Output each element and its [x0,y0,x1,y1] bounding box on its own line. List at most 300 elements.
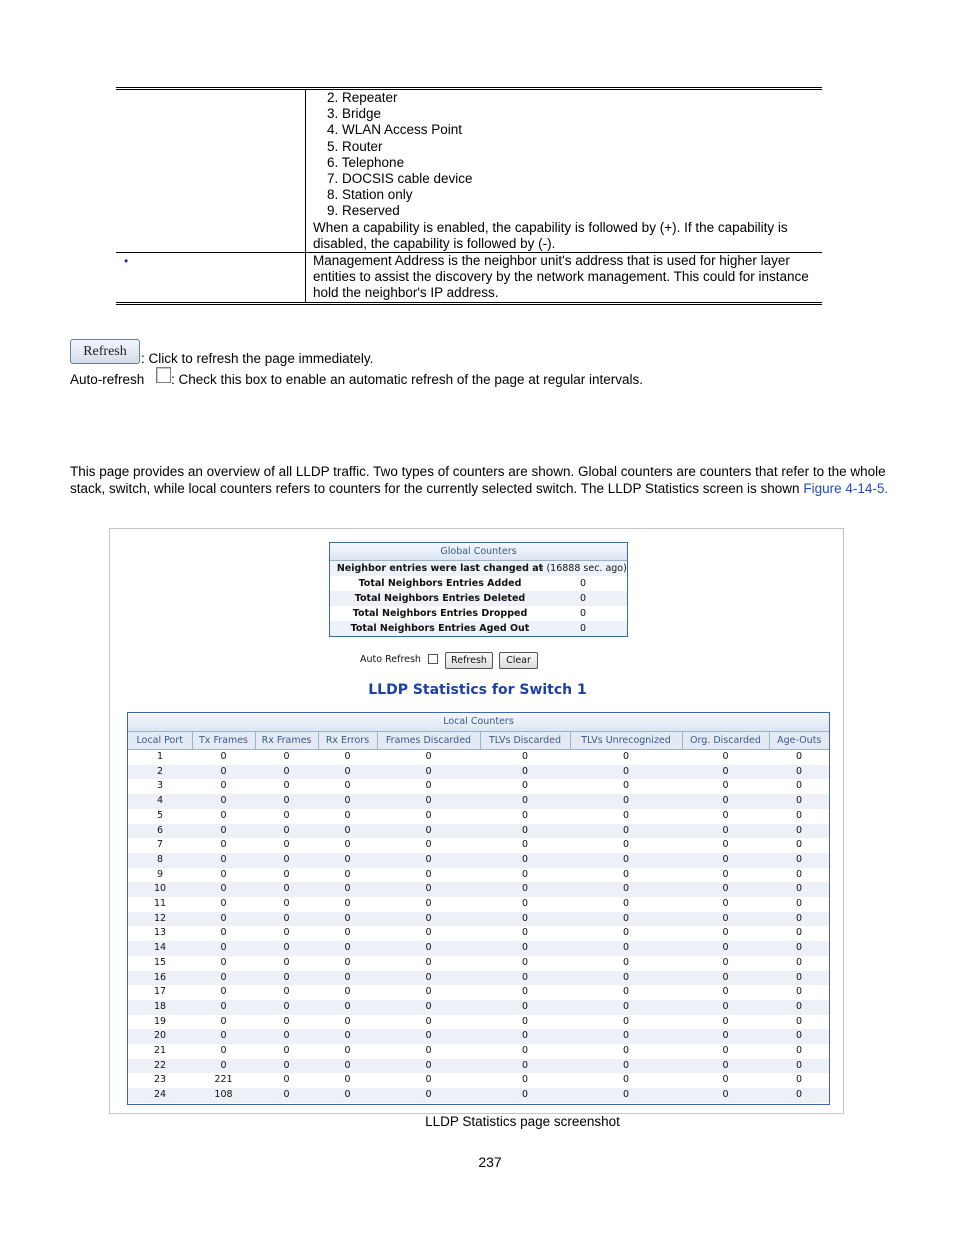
table-cell: 0 [769,1088,829,1103]
refresh-button-illustration: Refresh [70,339,140,364]
table-cell: 0 [220,956,227,968]
table-cell: 0 [521,927,529,939]
table-cell: 0 [255,882,318,897]
table-row [128,765,829,780]
global-counters-title: Global Counters [330,543,627,561]
table-cell: 22 [128,1059,192,1074]
table-cell: 0 [622,986,630,998]
capability-item: 5. Router [327,138,383,154]
global-counter-value: 0 [580,578,587,589]
table-cell: 0 [682,1088,769,1103]
global-counter-label: Total Neighbors Entries Dropped [352,608,528,619]
table-cell: 0 [769,824,829,839]
capability-item: 2. Repeater [327,90,398,105]
table-cell: 15 [153,956,167,968]
table-cell: 0 [682,1029,769,1044]
table-row [128,794,829,809]
lldp-statistics-title: LLDP Statistics for Switch 1 [368,682,587,698]
table-cell: 0 [377,824,480,839]
table-cell: 0 [318,971,377,986]
capability-item: 6. Telephone [327,154,405,170]
table-cell: 0 [377,765,480,780]
clear-button[interactable]: Clear [499,652,538,669]
parameter-table [116,87,822,305]
table-cell: 0 [682,765,769,780]
table-cell: 0 [377,971,480,986]
table-cell: 0 [255,941,318,956]
table-cell: 0 [682,794,769,809]
table-cell: 0 [283,1074,290,1086]
table-cell: 0 [795,956,803,968]
table-cell: 0 [795,839,803,851]
table-cell: 0 [377,1088,480,1103]
table-cell: 0 [425,927,432,939]
table-cell: 0 [344,986,351,998]
table-cell: 0 [283,839,290,851]
refresh-description: : Click to refresh the page immediately. [141,351,374,366]
table-cell: 0 [425,839,432,851]
table-cell: 0 [622,956,630,968]
table-cell: 0 [521,986,529,998]
global-counter-row [330,606,627,621]
table-cell: 0 [425,809,432,821]
table-cell: 0 [521,809,529,821]
table-cell: 0 [570,971,682,986]
table-cell: 0 [192,853,255,868]
table-cell: 0 [521,751,529,762]
auto-refresh-label-mini: Auto Refresh [360,654,421,665]
table-cell: 0 [682,1000,769,1015]
table-cell: 0 [769,912,829,927]
table-cell: 0 [722,809,729,821]
table-cell: 9 [156,868,164,880]
table-cell: 0 [722,1045,729,1057]
column-header: Tx Frames [192,732,255,750]
table-row [128,824,829,839]
table-cell: 0 [795,780,803,792]
table-cell: 0 [570,1059,682,1074]
global-counter-value: - (16888 sec. ago) [540,563,627,574]
table-cell: 13 [153,927,167,939]
table-cell: 0 [192,1000,255,1015]
table-cell: 0 [318,941,377,956]
table-cell: 0 [722,956,729,968]
table-cell: 3 [156,780,164,792]
table-cell: 0 [480,794,570,809]
table-cell: 0 [344,1045,351,1057]
table-row [128,941,829,956]
table-cell: 0 [480,1059,570,1074]
table-cell: 0 [283,986,290,998]
global-counter-label: Total Neighbors Entries Deleted [354,593,526,604]
table-row [128,868,829,883]
table-cell: 0 [722,1074,729,1086]
table-cell: 0 [769,1059,829,1074]
global-counter-row [330,576,627,591]
table-cell: 0 [570,853,682,868]
table-cell: 0 [521,780,529,792]
table-cell: 0 [795,1015,803,1027]
table-cell: 0 [682,971,769,986]
table-row [128,985,829,1000]
lldp-statistics-screenshot [109,528,844,1114]
table-cell: 2 [128,765,192,780]
table-row [128,1000,829,1015]
column-header: Rx Errors [318,732,377,750]
table-cell: 0 [622,1015,630,1027]
table-cell: 0 [521,1074,529,1086]
table-row [128,809,829,824]
table-cell: 0 [283,927,290,939]
column-header: Age-Outs [769,732,829,750]
table-row [128,1015,829,1030]
table-cell: 0 [344,1074,351,1086]
table-cell: 8 [128,853,192,868]
local-counters-title: Local Counters [128,713,829,732]
table-cell: 0 [220,780,227,792]
table-cell: 0 [318,853,377,868]
table-cell: 0 [425,1074,432,1086]
table-row [128,926,829,941]
table-cell: 0 [220,809,227,821]
table-cell: 0 [220,986,227,998]
intro-text: This page provides an overview of all LLDP traffic. Two types of counters are shown. Global counters are counters that refer to the whole stack, switch, while local counters refers to counters for the currently selected switch. The LLDP Statistics screen is shown [70,464,886,496]
table-cell: 0 [722,986,729,998]
table-cell: 0 [480,765,570,780]
table-cell: 0 [682,912,769,927]
global-counter-value: 0 [580,608,587,619]
table-cell: 0 [220,751,227,762]
table-cell: 0 [255,1088,318,1103]
table-cell: 0 [570,1029,682,1044]
table-cell: 0 [220,1015,227,1027]
table-cell: 0 [318,882,377,897]
param-name-cell [116,89,306,253]
table-cell: 0 [521,839,529,851]
table-cell: 0 [318,1029,377,1044]
table-cell: 0 [255,794,318,809]
table-cell: 0 [192,1059,255,1074]
table-cell: 0 [769,853,829,868]
table-cell: 0 [722,1015,729,1027]
column-header: Org. Discarded [682,732,769,750]
table-cell: 0 [622,839,630,851]
table-cell: 0 [318,912,377,927]
table-cell: 5 [156,809,164,821]
table-cell: 0 [769,765,829,780]
table-cell: 0 [192,765,255,780]
table-row [128,853,829,868]
table-cell: 0 [521,956,529,968]
param-name-cell [116,253,306,304]
local-counters-panel [127,712,830,1105]
refresh-button[interactable]: Refresh [445,652,493,669]
table-row [128,882,829,897]
table-cell: 0 [570,765,682,780]
table-cell: 0 [480,1029,570,1044]
table-cell: 0 [570,1088,682,1103]
table-cell: 14 [128,941,192,956]
table-cell: 0 [570,882,682,897]
table-cell: 0 [795,986,803,998]
table-cell: 0 [769,882,829,897]
table-cell: 0 [622,927,630,939]
table-cell: 0 [318,1000,377,1015]
global-counter-value: 0 [580,593,587,604]
table-cell: 0 [318,824,377,839]
auto-refresh-description: : Check this box to enable an automatic refresh of the page at regular intervals. [171,372,644,387]
table-cell: 0 [570,941,682,956]
table-cell: 0 [425,1045,432,1057]
table-cell: 0 [722,780,729,792]
capability-item: 9. Reserved [327,203,400,219]
global-counter-label: Total Neighbors Entries Aged Out [350,623,530,634]
table-cell: 11 [153,898,167,910]
table-cell: 0 [377,1059,480,1074]
table-cell: 0 [722,868,729,880]
table-row [128,838,829,853]
table-cell: 0 [255,1059,318,1074]
global-counter-label: Neighbor entries were last changed at [336,563,544,574]
table-cell: 221 [214,1074,233,1086]
table-cell: 0 [192,882,255,897]
table-cell: 0 [377,912,480,927]
global-counter-row [330,591,627,606]
table-cell: 0 [521,868,529,880]
column-header: Frames Discarded [377,732,480,750]
column-header: TLVs Discarded [480,732,570,750]
table-cell: 0 [283,1045,290,1057]
table-cell: 0 [425,1015,432,1027]
column-header: Local Port [128,732,192,750]
table-cell: 0 [769,941,829,956]
table-cell: 0 [570,912,682,927]
table-cell: 0 [682,824,769,839]
mgmt-address-desc: Management Address is the neighbor unit's address that is used for higher layer entities to assist the discovery by the network management. This could for instance hold the neighbor's IP address. [306,253,823,304]
table-row [128,971,829,986]
table-cell: 0 [318,1059,377,1074]
table-cell: 0 [425,780,432,792]
table-cell: 0 [192,1029,255,1044]
table-cell: 0 [795,868,803,880]
table-cell: 108 [192,1088,255,1103]
table-cell: 0 [480,824,570,839]
table-cell: 0 [795,927,803,939]
table-cell: 4 [128,794,192,809]
table-cell: 0 [425,956,432,968]
table-cell: 0 [682,853,769,868]
table-cell: 0 [283,751,290,762]
auto-refresh-label: Auto-refresh [70,372,145,387]
table-row [128,1029,829,1044]
bullet-icon: • [124,254,129,269]
global-counter-value: 0 [580,623,587,634]
table-cell: 0 [255,912,318,927]
table-cell: 0 [769,1000,829,1015]
table-cell: 0 [255,853,318,868]
table-cell: 0 [344,956,351,968]
auto-refresh-checkbox[interactable] [428,654,438,664]
global-counters-panel [329,542,628,637]
figure-caption: LLDP Statistics page screenshot [425,1114,620,1129]
table-cell: 0 [344,868,351,880]
global-counter-label: Total Neighbors Entries Added [358,578,522,589]
table-cell: 0 [255,971,318,986]
table-cell: 0 [682,941,769,956]
table-cell: 0 [377,882,480,897]
table-cell: 0 [622,809,630,821]
table-cell: 0 [425,751,432,762]
table-cell: 0 [344,839,351,851]
capability-item: 8. Station only [327,187,413,203]
table-cell: 0 [344,1015,351,1027]
global-counter-row [330,621,627,636]
table-cell: 0 [722,751,729,762]
table-cell: 0 [344,809,351,821]
global-counters-rows [330,561,627,636]
table-cell: 0 [318,1088,377,1103]
table-cell: 0 [318,794,377,809]
table-cell: 0 [722,927,729,939]
table-cell: 0 [283,1015,290,1027]
table-cell: 21 [153,1045,167,1057]
table-cell: 0 [769,971,829,986]
table-cell: 0 [682,882,769,897]
table-cell: 0 [769,1029,829,1044]
table-cell: 0 [283,868,290,880]
table-cell: 20 [128,1029,192,1044]
table-cell: 12 [128,912,192,927]
table-cell: 0 [255,824,318,839]
column-header: TLVs Unrecognized [570,732,682,750]
table-row [128,1059,829,1074]
table-cell: 0 [480,853,570,868]
table-cell: 16 [128,971,192,986]
table-cell: 1 [156,751,164,762]
table-cell: 0 [220,898,227,910]
table-cell: 0 [192,824,255,839]
table-cell: 0 [722,898,729,910]
table-cell: 0 [283,809,290,821]
table-cell: 0 [622,898,630,910]
auto-refresh-checkbox-illustration [156,367,171,383]
table-cell: 0 [220,927,227,939]
table-cell: 0 [622,1074,630,1086]
table-cell: 0 [795,751,803,762]
table-cell: 0 [521,1045,529,1057]
table-cell: 0 [769,794,829,809]
table-row [128,1088,829,1103]
table-cell: 0 [283,956,290,968]
table-cell: 0 [480,971,570,986]
table-cell: 0 [570,794,682,809]
table-cell: 0 [622,868,630,880]
capability-item: 7. DOCSIS cable device [327,171,473,187]
table-cell: 0 [192,794,255,809]
table-cell: 0 [220,1045,227,1057]
table-cell: 0 [377,794,480,809]
table-cell: 0 [480,882,570,897]
table-cell: 0 [255,765,318,780]
table-cell: 0 [480,941,570,956]
table-cell: 0 [192,941,255,956]
table-cell: 0 [255,1029,318,1044]
table-cell: 0 [682,1059,769,1074]
table-cell: 0 [283,898,290,910]
table-cell: 0 [722,839,729,851]
column-header: Rx Frames [255,732,318,750]
table-cell: 23 [153,1074,167,1086]
table-cell: 0 [795,1045,803,1057]
table-cell: 0 [425,986,432,998]
table-cell: 7 [156,839,164,851]
table-cell: 0 [622,751,630,762]
table-row [128,750,829,765]
local-counters-table [128,732,829,1103]
table-cell: 10 [128,882,192,897]
capability-item: 4. WLAN Access Point [327,122,463,138]
local-counters-body [128,750,829,1103]
table-row [128,912,829,927]
table-cell: 0 [344,780,351,792]
table-row [128,1044,829,1059]
table-cell: 0 [344,927,351,939]
table-cell: 0 [622,1045,630,1057]
table-cell: 0 [220,839,227,851]
table-cell: 0 [480,1088,570,1103]
table-cell: 0 [318,765,377,780]
table-cell: 0 [795,809,803,821]
table-cell: 19 [153,1015,167,1027]
capability-item: 3. Bridge [327,106,382,122]
table-cell: 18 [128,1000,192,1015]
table-cell: 0 [344,898,351,910]
table-cell: 6 [128,824,192,839]
table-cell: 0 [521,1015,529,1027]
table-cell: 0 [795,1074,803,1086]
param-desc-cell [306,89,823,253]
table-row [128,779,829,794]
table-cell: 0 [377,1029,480,1044]
table-cell: 0 [377,853,480,868]
table-cell: 0 [283,780,290,792]
table-cell: 0 [570,824,682,839]
figure-link[interactable]: Figure 4-14-5. [803,481,889,496]
table-cell: 17 [153,986,167,998]
table-cell: 0 [425,898,432,910]
table-cell: 0 [480,912,570,927]
table-cell: 0 [192,971,255,986]
global-counter-row [330,561,627,576]
table-row [128,1073,829,1088]
table-cell: 0 [521,898,529,910]
table-cell: 0 [622,780,630,792]
intro-paragraph [70,463,890,497]
table-cell: 0 [377,941,480,956]
table-cell: 0 [344,751,351,762]
table-cell: 0 [220,868,227,880]
table-cell: 24 [128,1088,192,1103]
table-cell: 0 [425,868,432,880]
table-cell: 0 [795,898,803,910]
capabilities-list [313,90,814,220]
table-cell: 0 [480,1000,570,1015]
table-cell: 0 [377,1000,480,1015]
capability-note: When a capability is enabled, the capability is followed by (+). If the capability is disabled, the capability is followed by (-). [313,219,788,251]
local-counters-header-row [128,732,829,750]
table-row [128,956,829,971]
table-cell: 0 [255,1000,318,1015]
